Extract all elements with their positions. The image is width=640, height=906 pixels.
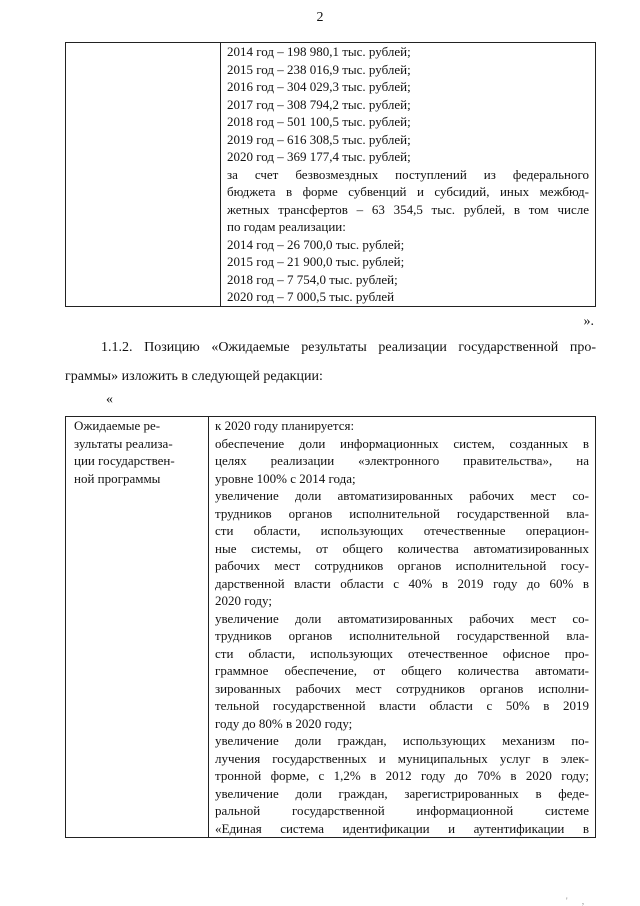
results-text-cell: [209, 417, 596, 838]
text-line: тронной форме, с 1,2% в 2012 году до 70% в 2020 году;: [215, 768, 589, 783]
opening-quote: «: [106, 392, 113, 407]
text-line: 2015 год – 21 900,0 тыс. рублей;: [227, 254, 405, 269]
text-line: дарственной власти области с 40% в 2019 году до 60% в: [215, 575, 589, 591]
text-line: сти области, использующих отечественные операцион-: [215, 523, 589, 538]
text-line: за счет безвозмездных поступлений из федерального: [227, 166, 589, 182]
page-number: 2: [316, 10, 324, 25]
text-line: тельной государственной власти области с 50% в 2019: [215, 698, 589, 713]
text-line: целях реализации «электронного правительства», на: [215, 453, 589, 468]
text-line: увеличение доли автоматизированных рабочих мест со-: [215, 610, 589, 626]
text-line: граммное обеспечение, от общего количества автомати-: [215, 663, 589, 678]
text-line: лучения государственных и муниципальных услуг в элек-: [215, 750, 589, 766]
text-line: 2020 году;: [215, 593, 272, 608]
label-line: ной программы: [74, 470, 161, 486]
text-line: 2014 год – 26 700,0 тыс. рублей;: [227, 236, 405, 252]
text-line: 2019 год – 616 308,5 тыс. рублей;: [227, 131, 411, 147]
text-line: 2016 год – 304 029,3 тыс. рублей;: [227, 79, 411, 94]
results-label-cell: [66, 417, 209, 838]
funding-table-empty-cell: [66, 43, 221, 307]
text-line: увеличение доли граждан, зарегистрированных в феде-: [215, 785, 589, 801]
text-line: 2017 год – 308 794,2 тыс. рублей;: [227, 96, 411, 112]
text-line: увеличение доли автоматизированных рабочих мест со-: [215, 488, 589, 503]
text-line: жетных трансфертов – 63 354,5 тыс. рублей, в том числе: [227, 201, 589, 217]
text-line: рабочих мест сотрудников органов исполнительной госу-: [215, 558, 589, 573]
text-line: сти области, использующих отечественное офисное про-: [215, 645, 589, 661]
text-line: по годам реализации:: [227, 219, 346, 234]
text-line: году до 80% в 2020 году;: [215, 715, 353, 731]
closing-quote: ».: [583, 314, 594, 329]
funding-table-text-cell: [221, 43, 596, 307]
text-line: ные системы, от общего количества автоматизированных: [215, 540, 589, 556]
paragraph-line-1: 1.1.2. Позицию «Ожидаемые результаты реализации государственной про-: [101, 340, 596, 355]
text-line: «Единая система идентификации и аутентификации в: [215, 820, 589, 836]
text-line: 2020 год – 7 000,5 тыс. рублей: [227, 289, 395, 304]
text-line: трудников органов исполнительной государственной вла-: [215, 505, 589, 521]
text-line: трудников органов исполнительной государственной вла-: [215, 628, 589, 643]
label-line: зультаты реализа-: [74, 435, 173, 451]
text-line: бюджета в форме субвенций и субсидий, иных межбюд-: [227, 184, 589, 199]
text-line: уровне 100% с 2014 года;: [215, 470, 356, 486]
text-line: 2018 год – 7 754,0 тыс. рублей;: [227, 271, 398, 287]
scan-marks: ' ,: [566, 896, 591, 906]
text-line: зированных рабочих мест сотрудников органов исполни-: [215, 680, 589, 696]
text-line: 2020 год – 369 177,4 тыс. рублей;: [227, 149, 411, 164]
text-line: 2018 год – 501 100,5 тыс. рублей;: [227, 114, 411, 129]
paragraph-line-2: граммы» изложить в следующей редакции:: [65, 369, 323, 384]
label-line: ции государствен-: [74, 453, 175, 468]
text-line: 2015 год – 238 016,9 тыс. рублей;: [227, 61, 411, 77]
text-line: обеспечение доли информационных систем, созданных в: [215, 435, 589, 451]
text-line: увеличение доли граждан, использующих механизм по-: [215, 733, 589, 748]
text-line: ральной государственной информационной системе: [215, 803, 589, 818]
results-table: [65, 416, 596, 838]
text-line: 2014 год – 198 980,1 тыс. рублей;: [227, 44, 411, 59]
text-line: к 2020 году планируется:: [215, 418, 355, 433]
label-line: Ожидаемые ре-: [74, 418, 161, 433]
funding-table: [65, 42, 596, 307]
